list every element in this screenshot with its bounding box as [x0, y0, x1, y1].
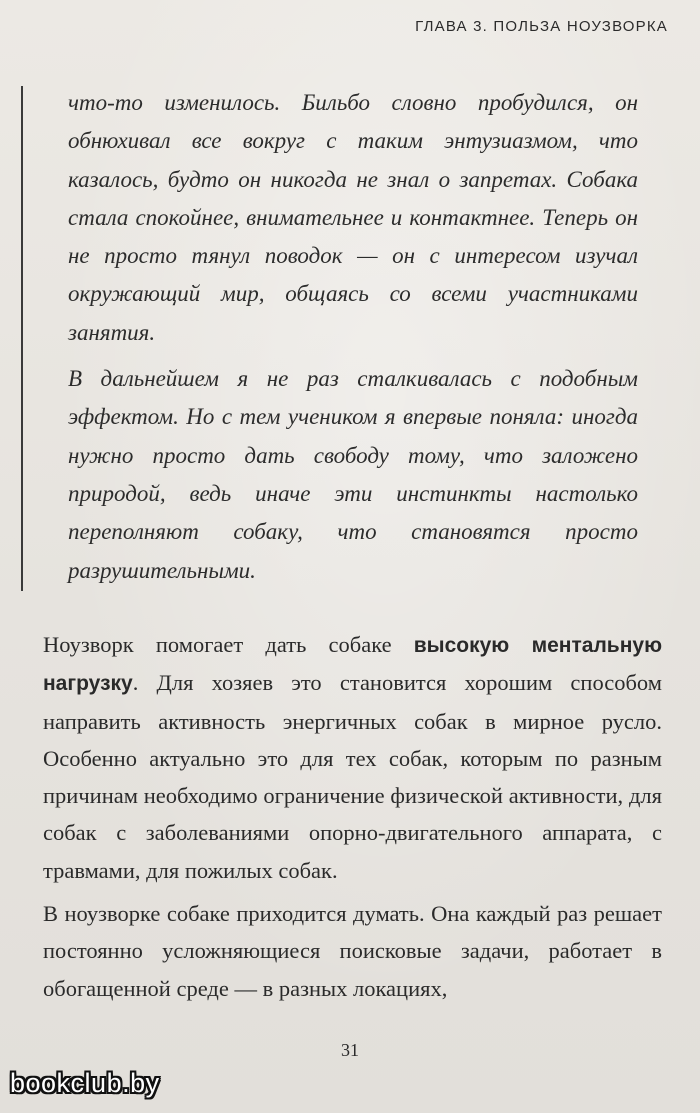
body-paragraph-1-lead: Ноузворк помогает дать собаке [43, 632, 414, 657]
page-number: 31 [341, 1040, 359, 1060]
quote-paragraph-2: В дальнейшем я не раз сталкивалась с подобным эффектом. Но с тем учеником я впервые поняла: иногда нужно просто дать свободу тому, что заложено природой, ведь иначе эти инстинкты настолько переполняют собаку, что становятся просто разрушительными. [68, 366, 638, 583]
body-text [43, 626, 662, 1007]
body-paragraph-1-rest: . Для хозяев это становится хорошим способом направить активность энергичных собак в мирное русло. Особенно актуально это для тех собак, которым по разным причинам необходимо ограничение физической активности, для собак с заболеваниями опорно-двигательного аппарата, с травмами, для пожилых собак. [43, 670, 662, 883]
watermark-logo: bookclub.by [10, 1068, 160, 1098]
running-head: ГЛАВА 3. ПОЛЬЗА НОУЗВОРКА [415, 18, 668, 35]
quote-block [68, 84, 638, 590]
body-paragraph-1-emphasis: высокую ментальную нагрузку [43, 634, 662, 696]
body-paragraph-2: В ноузворке собаке приходится думать. Она каждый раз решает постоянно усложняющиеся поисковые задачи, работает в обогащенной среде — в разных локациях, [43, 901, 662, 1001]
body-paragraph-1 [43, 626, 662, 889]
quote-vertical-rule [21, 86, 23, 591]
quote-paragraph-1: что-то изменилось. Бильбо словно пробудился, он обнюхивал все вокруг с таким энтузиазмом, что казалось, будто он никогда не знал о запретах. Собака стала спокойнее, внимательнее и контактнее. Теперь он не просто тянул поводок — он с интересом изучал окружающий мир, общаясь со всеми участниками занятия. [68, 90, 638, 345]
